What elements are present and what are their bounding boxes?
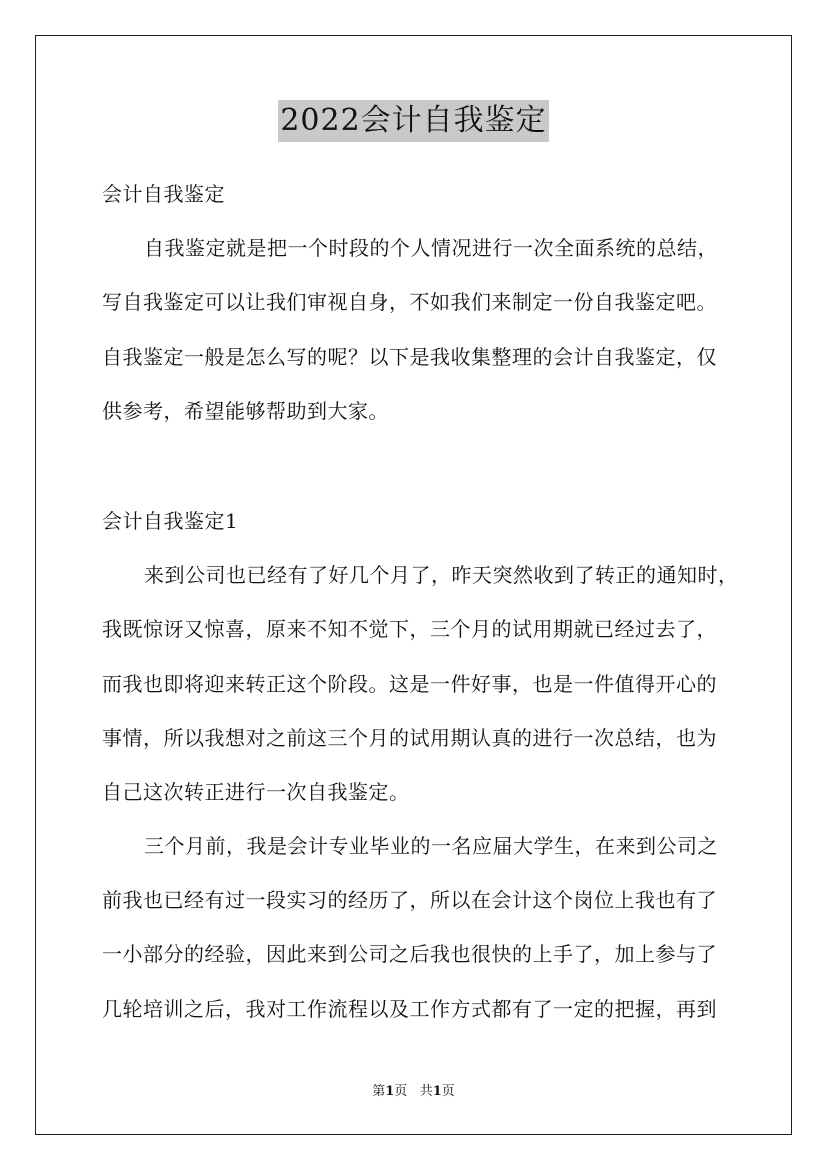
- total-pages: 1: [432, 1084, 442, 1099]
- document-body: [102, 174, 742, 1043]
- section-gap: [102, 445, 742, 501]
- paragraph-1-line: 自己这次转正进行一次自我鉴定。: [102, 779, 410, 804]
- paragraph-1-line: 我既惊讶又惊喜，原来不知不觉下，三个月的试用期就已经过去了，: [102, 617, 717, 642]
- total-unit: 页: [441, 1084, 455, 1099]
- intro-line: 写自我鉴定可以让我们审视自身，不如我们来制定一份自我鉴定吧。: [102, 290, 717, 315]
- title-container: [0, 100, 827, 142]
- page-footer: [0, 1083, 827, 1101]
- total-label: 共: [419, 1084, 433, 1099]
- intro-line: 供参考，希望能够帮助到大家。: [102, 398, 389, 423]
- paragraph-2-line: 三个月前，我是会计专业毕业的一名应届大学生，在来到公司之: [144, 834, 718, 859]
- page-unit: 页: [394, 1084, 408, 1099]
- section-heading-1: 会计自我鉴定1: [102, 508, 239, 533]
- paragraph-2-line: 前我也已经有过一段实习的经历了，所以在会计这个岗位上我也有了: [102, 888, 717, 913]
- paragraph-1-line: 来到公司也已经有了好几个月了，昨天突然收到了转正的通知时，: [144, 563, 739, 588]
- section-heading-intro: 会计自我鉴定: [102, 182, 225, 206]
- paragraph-2-line: 几轮培训之后，我对工作流程以及工作方式都有了一定的把握，再到: [102, 996, 717, 1021]
- paragraph-2-line: 一小部分的经验，因此来到公司之后我也很快的上手了，加上参与了: [102, 942, 717, 967]
- paragraph-1-line: 而我也即将迎来转正这个阶段。这是一件好事，也是一件值得开心的: [102, 671, 717, 696]
- document-title: 2022会计自我鉴定: [278, 100, 548, 142]
- paragraph-1-line: 事情，所以我想对之前这三个月的试用期认真的进行一次总结，也为: [102, 725, 717, 750]
- page-label: 第: [372, 1084, 386, 1099]
- page-number: 1: [385, 1084, 395, 1099]
- intro-line: 自我鉴定就是把一个时段的个人情况进行一次全面系统的总结，: [144, 236, 718, 261]
- intro-line: 自我鉴定一般是怎么写的呢？以下是我收集整理的会计自我鉴定，仅: [102, 344, 717, 369]
